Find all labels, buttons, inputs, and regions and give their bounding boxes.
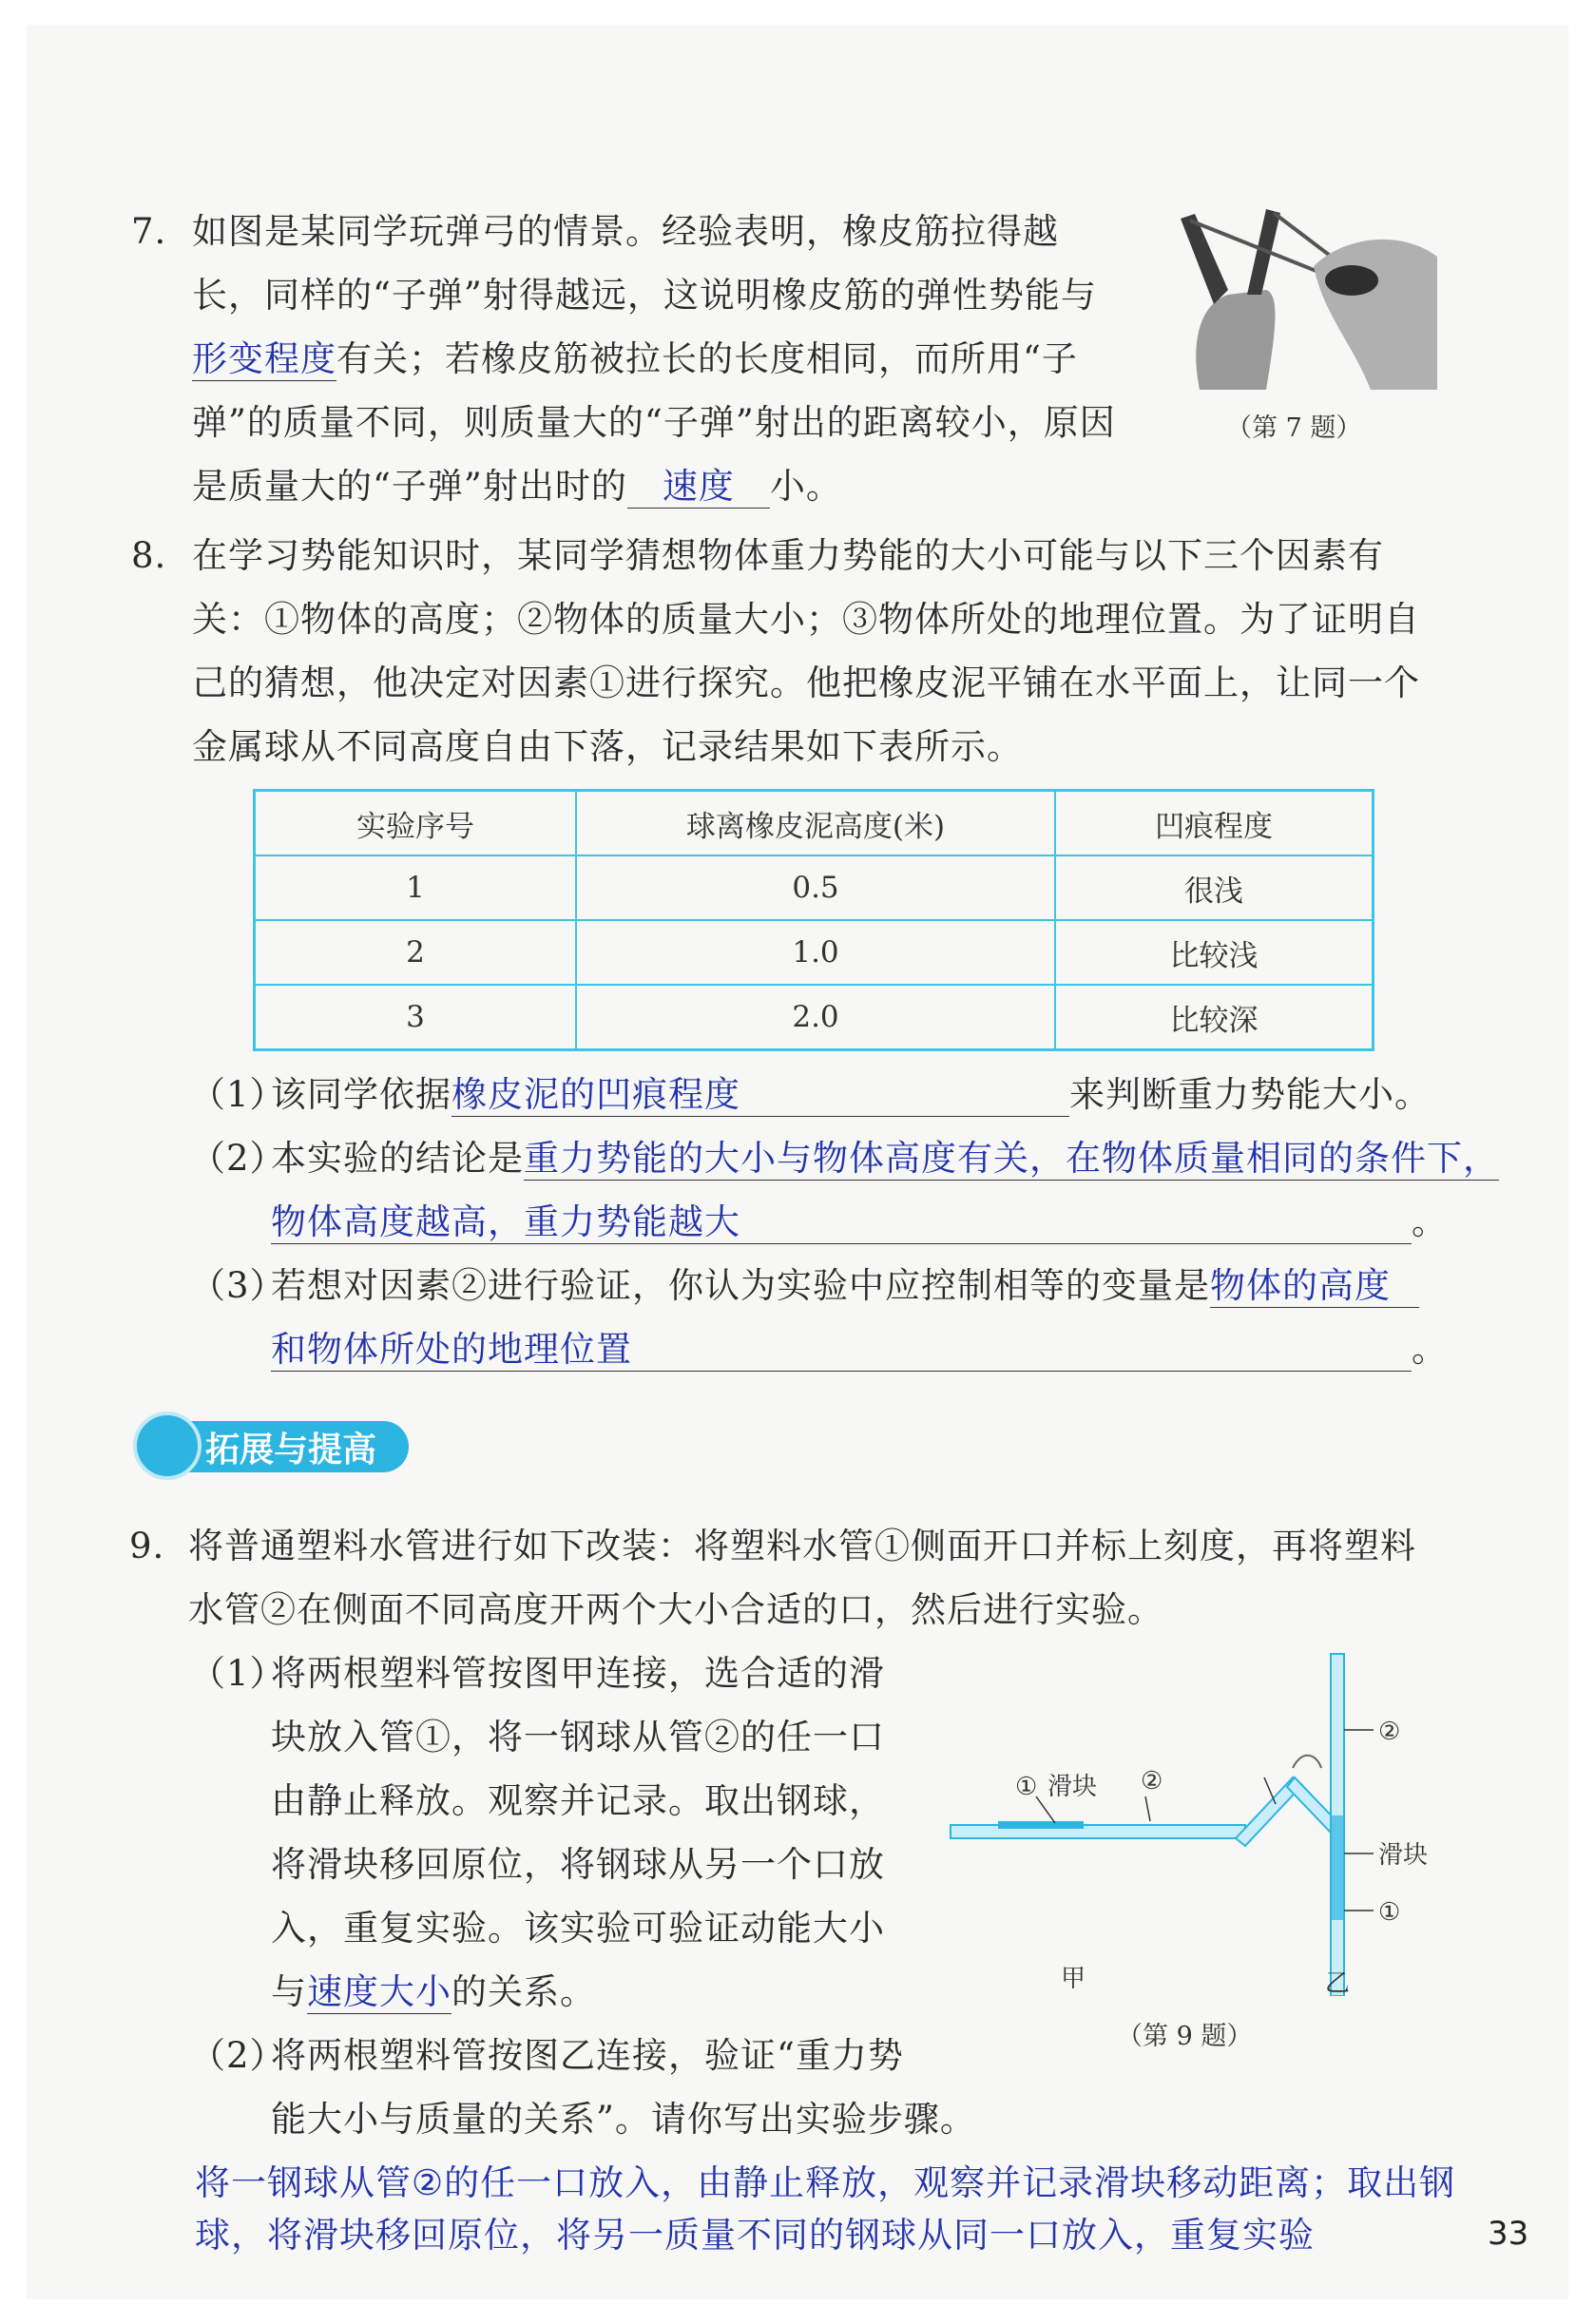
q9-sub2-number: （2）: [190, 2035, 286, 2076]
q8-sub2-line-2: [271, 1201, 1448, 1244]
q9-line-2: 水管②在侧面不同高度开两个大小合适的口，然后进行实验。: [188, 1589, 1163, 1630]
q8-sub2-answer-2: 物体高度越高，重力势能越大: [271, 1201, 1412, 1244]
q8-sub3-answer-2: 和物体所处的地理位置: [271, 1329, 1412, 1372]
q8-line-2: 关：①物体的高度；②物体的质量大小；③物体所处的地理位置。为了证明自: [192, 599, 1420, 640]
q9-sub1-line-1: 将两根塑料管按图甲连接，选合适的滑: [271, 1653, 885, 1694]
table-cell: 3: [255, 985, 577, 1050]
table-cell: 1: [255, 855, 577, 920]
q7-line-1: 如图是某同学玩弹弓的情景。经验表明，橡皮筋拉得越: [192, 211, 1059, 252]
slider-block-vertical: [1331, 1815, 1344, 1920]
table-header-cell: 凹痕程度: [1055, 791, 1374, 856]
slingshot-photo: [1162, 200, 1437, 390]
fig-label-1: ①: [1015, 1773, 1038, 1801]
q8-sub3-line-1: [271, 1265, 1419, 1308]
q8-sub1-answer: 橡皮泥的凹痕程度: [452, 1074, 1069, 1117]
q8-sub2-number: （2）: [190, 1138, 286, 1179]
fig-label-jia: 甲: [1061, 1965, 1086, 1993]
q9-sub1-l6-pre: 与: [271, 1971, 307, 2012]
slider-block: [998, 1821, 1084, 1829]
q7-line-5: [192, 466, 842, 509]
q7-answer-1: 形变程度: [192, 338, 336, 379]
q9-sub1-line-3: 由静止释放。观察并记录。取出钢球，: [271, 1780, 885, 1821]
fig-label-yi: 乙: [1325, 1969, 1351, 1996]
q8-sub2-line-1: [271, 1138, 1499, 1181]
q7-line-5-pre: 是质量大的“子弹”射出时的: [192, 466, 627, 507]
q7-line-3: [192, 338, 1078, 381]
q8-sub1: [271, 1074, 1431, 1117]
table-cell: 比较深: [1055, 985, 1374, 1050]
table-cell: 很浅: [1055, 855, 1374, 920]
table-row: [255, 920, 1374, 985]
q9-line-1: 将普通塑料水管进行如下改装：将塑料水管①侧面开口并标上刻度，再将塑料: [188, 1526, 1416, 1566]
q8-sub2-answer-1: 重力势能的大小与物体高度有关，在物体质量相同的条件下，: [524, 1138, 1499, 1179]
section-badge: [133, 1412, 411, 1480]
q8-sub3-end: 。: [1412, 1329, 1448, 1370]
q9-caption: （第 9 题）: [1117, 2022, 1253, 2051]
table-cell: 2.0: [576, 985, 1055, 1050]
table-row: [255, 985, 1374, 1050]
q9-number: 9.: [129, 1526, 165, 1566]
fig-label-1b: ①: [1378, 1898, 1401, 1927]
q9-sub1-line-4: 将滑块移回原位，将钢球从另一个口放: [271, 1844, 885, 1885]
q7-line-5-post: 小。: [769, 466, 842, 507]
table-header-cell: 球离橡皮泥高度(米): [576, 791, 1055, 856]
q8-line-4: 金属球从不同高度自由下落，记录结果如下表所示。: [192, 726, 1023, 767]
q9-sub2-line-1: 将两根塑料管按图乙连接，验证“重力势: [271, 2035, 904, 2076]
q8-sub2-end: 。: [1412, 1201, 1448, 1242]
q9-sub1-number: （1）: [190, 1653, 286, 1694]
q8-sub3-line-2: [271, 1329, 1448, 1372]
fig-label-2b: ②: [1378, 1718, 1401, 1746]
q8-line-3: 己的猜想，他决定对因素①进行探究。他把橡皮泥平铺在水平面上，让同一个: [192, 663, 1420, 703]
experiment-table: [253, 789, 1374, 1051]
q9-sub1-answer: 速度大小: [307, 1971, 452, 2012]
q8-sub1-number: （1）: [190, 1074, 286, 1115]
table-cell: 比较浅: [1055, 920, 1374, 985]
q8-number: 8.: [131, 535, 167, 576]
q8-sub3-answer-1: 物体的高度: [1210, 1265, 1419, 1308]
hand-sketch: [1293, 1756, 1321, 1768]
q9-sub2-line-2: 能大小与质量的关系”。请你写出实验步骤。: [271, 2099, 976, 2140]
q8-sub3-pre: 若想对因素②进行验证，你认为实验中应控制相等的变量是: [271, 1265, 1210, 1306]
q9-answer-line-1: 将一钢球从管②的任一口放入，由静止释放，观察并记录滑块移动距离；取出钢: [195, 2162, 1456, 2203]
page-number: 33: [1488, 2215, 1529, 2253]
table-row: [255, 855, 1374, 920]
tube-1-horizontal: [951, 1825, 1245, 1838]
table-header-row: [255, 791, 1374, 856]
q7-number: 7.: [131, 211, 167, 252]
q7-answer-2: 速度: [627, 466, 770, 509]
q7-line-4: 弹”的质量不同，则质量大的“子弹”射出的距离较小，原因: [192, 402, 1116, 443]
q8-sub3-number: （3）: [190, 1265, 286, 1306]
section-title: 拓展与提高: [205, 1431, 377, 1469]
fig-label-2: ②: [1141, 1767, 1163, 1796]
q7-line-2: 长，同样的“子弹”射得越远，这说明橡皮筋的弹性势能与: [192, 275, 1097, 316]
fig-label-slider-b: 滑块: [1378, 1841, 1429, 1870]
q9-sub1-line-5: 入，重复实验。该实验可验证动能大小: [271, 1908, 885, 1949]
table-header-cell: 实验序号: [255, 791, 577, 856]
table-cell: 2: [255, 920, 577, 985]
q9-answer-line-2: 球，将滑块移回原位，将另一质量不同的钢球从同一口放入，重复实验: [195, 2215, 1315, 2256]
q8-sub1-pre: 该同学依据: [271, 1074, 452, 1115]
q9-sub1-line-2: 块放入管①，将一钢球从管②的任一口: [271, 1717, 885, 1757]
table-cell: 1.0: [576, 920, 1055, 985]
section-badge-icon: [133, 1412, 202, 1480]
fig-label-slider: 滑块: [1047, 1773, 1098, 1801]
q8-line-1: 在学习势能知识时，某同学猜想物体重力势能的大小可能与以下三个因素有: [192, 535, 1384, 576]
q8-sub2-pre: 本实验的结论是: [271, 1138, 524, 1179]
q8-sub1-post: 来判断重力势能大小。: [1069, 1074, 1431, 1115]
q7-line-3-rest: 有关；若橡皮筋被拉长的长度相同，而所用“子: [336, 338, 1078, 379]
q9-figure: [941, 1635, 1454, 1996]
table-cell: 0.5: [576, 855, 1055, 920]
q9-sub1-line-6: [271, 1971, 596, 2014]
q7-caption: （第 7 题）: [1226, 413, 1362, 443]
q9-sub1-l6-post: 的关系。: [452, 1971, 596, 2012]
